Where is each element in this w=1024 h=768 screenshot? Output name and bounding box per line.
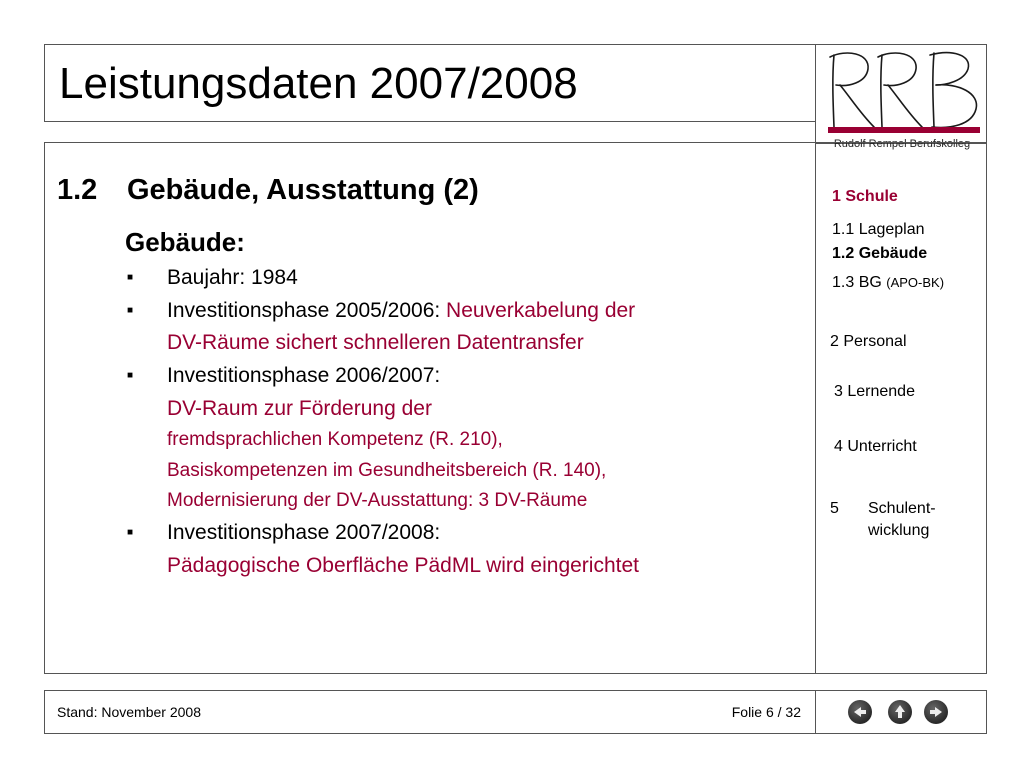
nav-item-schulentwicklung-1[interactable]: Schulent-: [868, 500, 936, 517]
content-area: [44, 142, 816, 674]
phase-2005-label: Investitionsphase 2005/2006:: [167, 299, 447, 322]
bullet-icon: ■: [127, 272, 134, 283]
line-baujahr: Baujahr: 1984: [167, 266, 298, 289]
nav-item-schulentwicklung-number[interactable]: 5: [830, 500, 839, 517]
up-arrow-icon: [888, 700, 912, 724]
page-title: Leistungsdaten 2007/2008: [59, 59, 578, 108]
line-phase-2005: [167, 298, 635, 324]
section-title: Gebäude, Ausstattung (2): [127, 174, 479, 206]
nav-item-schule[interactable]: 1 Schule: [832, 188, 898, 205]
nav-item-lernende[interactable]: 3 Lernende: [834, 383, 915, 400]
up-button[interactable]: [888, 700, 912, 724]
nav-item-lageplan[interactable]: 1.1 Lageplan: [832, 221, 925, 238]
slide-navigation: [815, 690, 987, 734]
logo-text: Rudolf Rempel Berufskolleg: [833, 138, 971, 150]
slide-counter: Folie 6 / 32: [731, 704, 801, 720]
section-number: 1.2: [57, 174, 98, 206]
nav-bg-note: (APO-BK): [886, 275, 945, 290]
nav-item-unterricht[interactable]: 4 Unterricht: [834, 438, 917, 455]
back-button[interactable]: [848, 700, 872, 724]
line-phase-2006-detail-4: Modernisierung der DV-Ausstattung: 3 DV-Räume: [167, 490, 588, 511]
side-navigation: [815, 142, 987, 674]
bullet-icon: ■: [127, 370, 134, 381]
logo-accent-bar: [828, 127, 980, 133]
title-box: [44, 44, 816, 122]
forward-arrow-icon: [924, 700, 948, 724]
logo: [815, 44, 987, 150]
nav-item-schulentwicklung-2[interactable]: wicklung: [868, 522, 930, 539]
rrb-logo-graphic: [826, 47, 982, 131]
phase-2005-detail: Neuverkabelung der: [446, 299, 636, 322]
line-phase-2007: Investitionsphase 2007/2008:: [167, 521, 441, 544]
nav-item-personal[interactable]: 2 Personal: [830, 333, 907, 350]
nav-item-gebaeude[interactable]: 1.2 Gebäude: [832, 245, 928, 262]
forward-button[interactable]: [924, 700, 948, 724]
bullet-icon: ■: [127, 527, 134, 538]
back-arrow-icon: [848, 700, 872, 724]
footer-date: Stand: November 2008: [57, 704, 201, 720]
line-phase-2006: Investitionsphase 2006/2007:: [167, 364, 441, 387]
line-phase-2006-detail-1: DV-Raum zur Förderung der: [167, 397, 432, 420]
line-phase-2006-detail-2: fremdsprachlichen Kompetenz (R. 210),: [167, 429, 503, 450]
line-phase-2006-detail-3: Basiskompetenzen im Gesundheitsbereich (R. 140),: [167, 460, 607, 481]
nav-item-bg[interactable]: [832, 274, 944, 292]
subheading: Gebäude:: [125, 227, 245, 257]
line-phase-2007-detail: Pädagogische Oberfläche PädML wird eingerichtet: [167, 554, 639, 577]
bullet-icon: ■: [127, 305, 134, 316]
line-phase-2005-cont: DV-Räume sichert schnelleren Datentransfer: [167, 331, 584, 354]
footer: [44, 690, 816, 734]
nav-bg-label: 1.3 BG: [832, 274, 887, 291]
